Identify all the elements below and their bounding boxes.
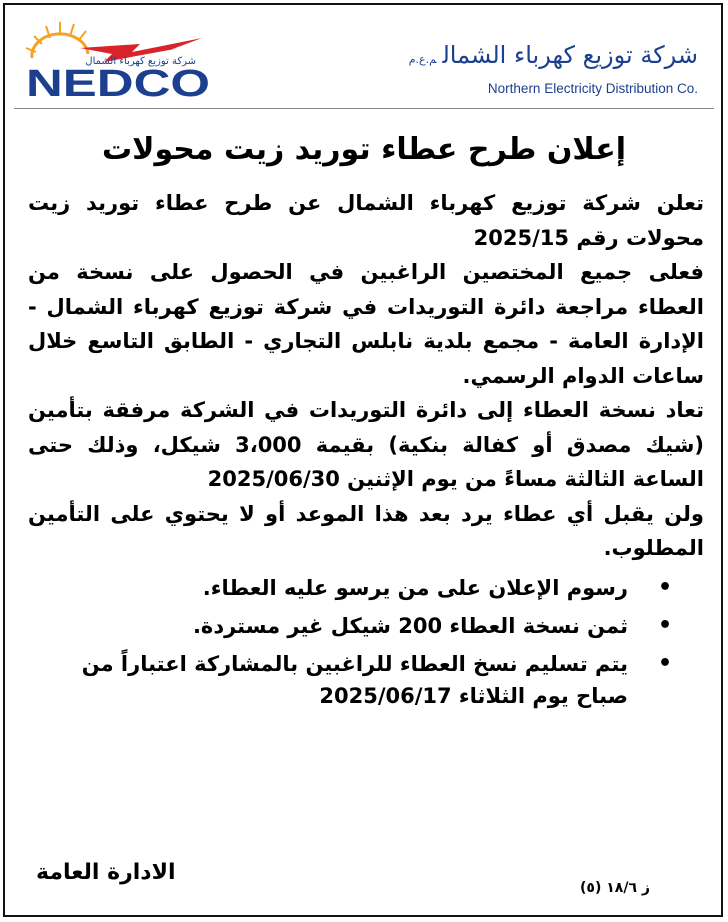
nedco-logo (20, 14, 220, 104)
page-title: إعلان طرح عطاء توريد زيت محولات (102, 132, 626, 167)
logo-wordmark: NEDCO (26, 63, 210, 104)
list-item (28, 610, 672, 642)
company-name-english: Northern Electricity Distribution Co. (487, 81, 698, 96)
company-name-arabic (409, 40, 698, 75)
paragraph-submission: تعاد نسخة العطاء إلى دائرة التوريدات في الشركة مرفقة بتأمين (شيك مصدق أو كفالة بنكية) بقيمة 3،000 شيكل، وذلك حتى الساعة الثالثة مساءً من يوم الإثنين 2025/06/30 (28, 398, 704, 491)
list-item (28, 572, 672, 604)
list-item (28, 648, 672, 712)
header-divider (14, 108, 714, 109)
company-name-ar-text: شركة توزيع كهرباء الشمال (442, 41, 698, 69)
logo-arabic-text: شركة توزيع كهرباء الشمال (85, 56, 196, 67)
bullet-icon: • (657, 574, 672, 600)
bullet-icon: • (657, 612, 672, 638)
conditions-list (28, 572, 704, 712)
company-llc: م.ع.م (408, 53, 437, 66)
bullet-icon: • (657, 650, 672, 676)
paragraph-intro: تعلن شركة توزيع كهرباء الشمال عن طرح عطاء توريد زيت محولات رقم 2025/15 (28, 191, 704, 250)
list-item-text: رسوم الإعلان على من يرسو عليه العطاء. (202, 575, 628, 600)
reference-code: ز ١٨/٦ (٥) (580, 880, 650, 896)
signature: الادارة العامة (36, 860, 176, 885)
paragraph-collection: فعلى جميع المختصين الراغبين في الحصول على نسخة من العطاء مراجعة دائرة التوريدات في شركة توزيع كهرباء الشمال - الإدارة العامة - مجمع بلدية نابلس التجاري - الطابق التاسع خلال ساعات الدوام الرسمي. (28, 260, 704, 388)
list-item-text: يتم تسليم نسخ العطاء للراغبين بالمشاركة اعتباراً من صباح يوم الثلاثاء 2025/06/17 (81, 651, 628, 708)
list-item-text: ثمن نسخة العطاء 200 شيكل غير مستردة. (192, 613, 628, 638)
announcement-body (28, 186, 704, 718)
paragraph-rejection: ولن يقبل أي عطاء يرد بعد هذا الموعد أو لا يحتوي على التأمين المطلوب. (28, 501, 704, 560)
company-block (409, 40, 698, 96)
